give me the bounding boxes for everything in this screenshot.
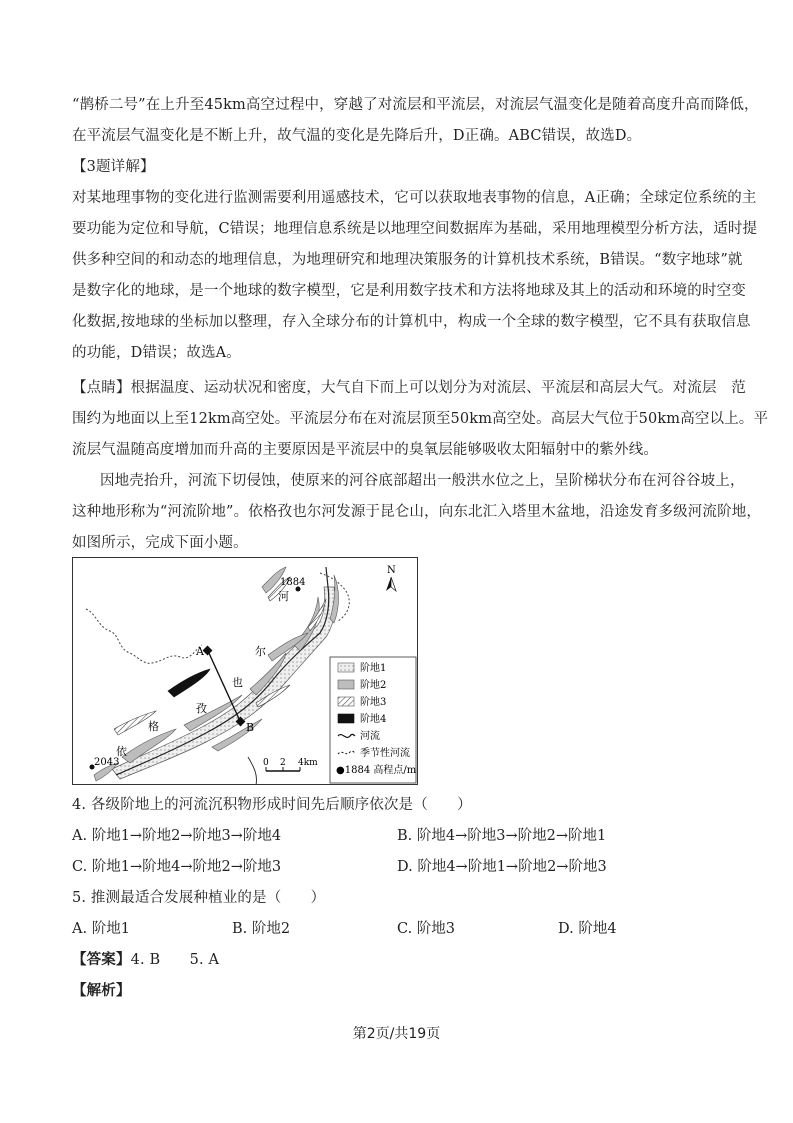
legend-swatch-terrace1 <box>338 663 354 672</box>
scale-label: 0 <box>263 758 269 768</box>
analysis-heading: 【解析】 <box>72 982 131 999</box>
para4-line1: 因地壳抬升，河流下切侵蚀，使原来的河谷底部超出一般洪水位之上，呈阶梯状分布在河谷谷坡上， <box>100 473 745 489</box>
point-b-label: B <box>246 721 255 734</box>
river-name-char: 河 <box>278 590 289 603</box>
river-name-char: 依 <box>116 745 127 758</box>
legend-label: ●1884 高程点/m <box>336 765 417 776</box>
map-legend <box>330 657 417 783</box>
para3-line1: 【点睛】根据温度、运动状况和密度，大气自下而上可以划分为对流层、平流层和高层大气。对流层 范 <box>72 380 746 396</box>
river-name-char: 孜 <box>196 702 207 715</box>
river-terrace-map <box>72 557 418 785</box>
question-5-option-c: C. 阶地3 <box>397 921 456 937</box>
legend-swatch-terrace2 <box>338 680 354 689</box>
legend-swatch-terrace3 <box>338 697 354 706</box>
point-a-label: A <box>196 645 204 658</box>
legend-swatch-terrace4 <box>338 714 354 723</box>
legend-label: 河流 <box>360 731 380 742</box>
question-5-stem: 5. 推测最适合发展种植业的是（ ） <box>72 890 326 906</box>
river-name-char: 格 <box>148 720 159 733</box>
elevation-label-1884: 1884 <box>280 577 306 588</box>
question-4-option-a: A. 阶地1→阶地2→阶地3→阶地4 <box>72 828 282 844</box>
answer-text: 4. B 5. A <box>130 952 220 968</box>
para2-line5: 化数据,按地球的坐标加以整理，存入全球分布的计算机中，构成一个全球的数字模型，它不具有获取信息 <box>72 314 751 330</box>
para1-line2: 在平流层气温变化是不断上升，故气温的变化是先降后升，D正确。ABC错误，故选D。 <box>72 128 642 144</box>
para4-line2: 这种地形称为“河流阶地”。依格孜也尔河发源于昆仑山，向东北汇入塔里木盆地，沿途发育多级河流阶地， <box>72 504 762 520</box>
legend-label: 阶地4 <box>360 714 387 725</box>
question-4-option-d: D. 阶地4→阶地1→阶地2→阶地3 <box>397 859 607 875</box>
river-name-char: 也 <box>232 676 243 689</box>
legend-label: 阶地2 <box>360 680 387 691</box>
question-4-option-c: C. 阶地1→阶地4→阶地2→阶地3 <box>72 859 282 875</box>
section-heading-q3: 【3题详解】 <box>72 159 155 175</box>
legend-label: 阶地1 <box>360 663 387 674</box>
page-footer: 第2页/共19页 <box>352 1026 441 1042</box>
question-4-stem: 4. 各级阶地上的河流沉积物形成时间先后顺序依次是（ ） <box>72 797 472 813</box>
para4-line3: 如图所示，完成下面小题。 <box>72 535 248 551</box>
answer-label: 【答案】 <box>72 951 131 968</box>
answer-line <box>72 950 732 970</box>
para1-line1: “鹊桥二号”在上升至45km高空过程中，穿越了对流层和平流层，对流层气温变化是随着高度升高而降低， <box>72 97 759 113</box>
question-5-option-b: B. 阶地2 <box>232 921 291 937</box>
river-name-char: 尔 <box>255 645 266 658</box>
para2-line2: 要功能为定位和导航，C错误；地理信息系统是以地理空间数据库为基础，采用地理模型分析方法，适时提 <box>72 221 758 237</box>
question-5-option-d: D. 阶地4 <box>558 921 617 937</box>
question-4-option-b: B. 阶地4→阶地3→阶地2→阶地1 <box>397 828 607 844</box>
elevation-label-2043: 2043 <box>94 757 120 768</box>
question-5-option-a: A. 阶地1 <box>72 921 130 937</box>
north-label: N <box>387 565 396 576</box>
para2-line6: 的功能，D错误；故选A。 <box>72 345 241 361</box>
para2-line1: 对某地理事物的变化进行监测需要利用遥感技术，它可以获取地表事物的信息，A正确；全球定位系统的主 <box>72 190 757 206</box>
para3-line3: 流层气温随高度增加而升高的主要原因是平流层中的臭氧层能够吸收太阳辐射中的紫外线。 <box>72 442 658 458</box>
para3-line2: 围约为地面以上至12km高空处。平流层分布在对流层顶至50km高空处。高层大气位于50km高空以上。平 <box>72 411 769 427</box>
para2-line3: 供多种空间的和动态的地理信息，为地理研究和地理决策服务的计算机技术系统，B错误。“数字地球”就 <box>72 252 743 268</box>
legend-label: 季节性河流 <box>360 748 410 759</box>
legend-label: 阶地3 <box>360 697 387 708</box>
para2-line4: 是数字化的地球，是一个地球的数字模型，它是利用数字技术和方法将地球及其上的活动和环境的时空变 <box>72 283 746 299</box>
scale-label: 2 <box>280 758 286 768</box>
scale-label: 4km <box>298 758 318 768</box>
